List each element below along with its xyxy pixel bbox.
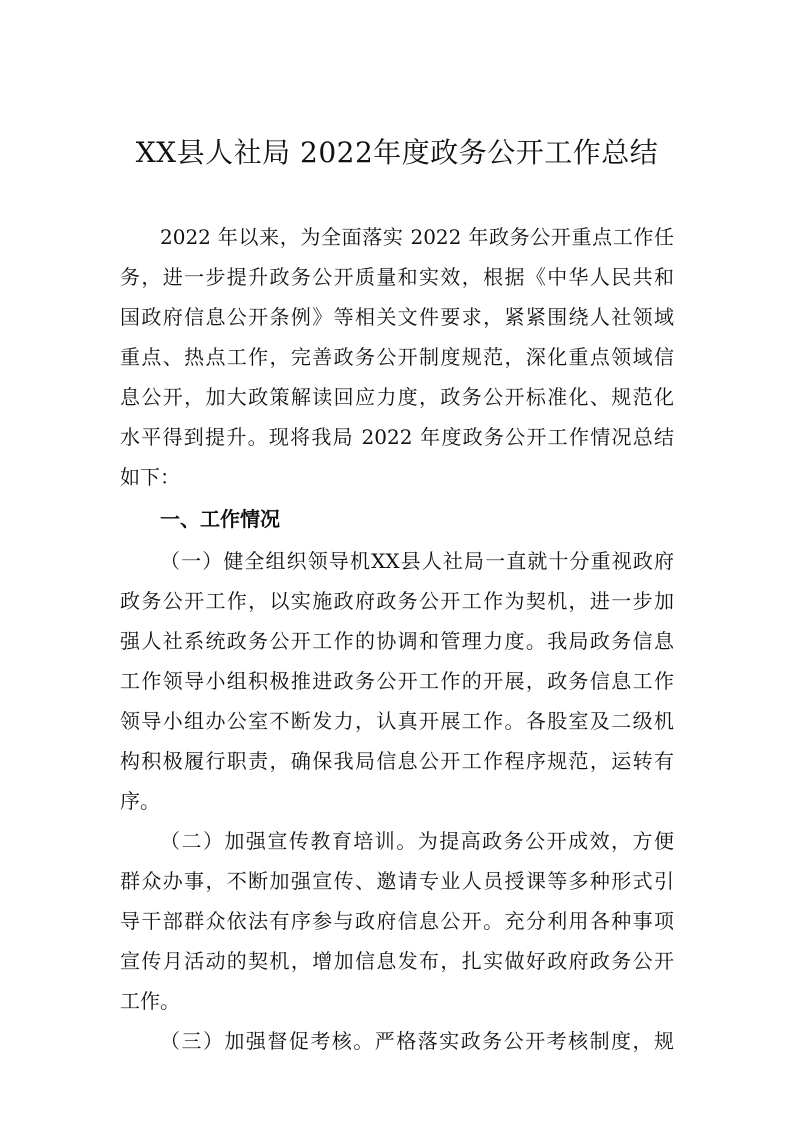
- item-line: 构积极履行职责，确保我局信息公开工作程序规范，运转有: [120, 749, 674, 773]
- item-line: 工作领导小组积极推进政务公开工作的开展，政务信息工作: [120, 669, 674, 693]
- section-heading: 一、工作情况: [160, 507, 280, 531]
- intro-line: 国政府信息公开条例》等相关文件要求，紧紧围绕人社领域: [120, 305, 674, 329]
- item-line: 群众办事，不断加强宣传、邀请专业人员授课等多种形式引: [120, 869, 674, 893]
- item-line: （二）加强宣传教育培训。为提高政务公开成效，方便: [160, 829, 674, 853]
- intro-line: 如下：: [120, 465, 180, 489]
- document-title: XX县人社局 2022年度政务公开工作总结: [135, 136, 659, 169]
- item-line: （三）加强督促考核。严格落实政务公开考核制度，规: [160, 1029, 674, 1053]
- item-line: 导干部群众依法有序参与政府信息公开。充分利用各种事项: [120, 909, 674, 933]
- item-line: 工作。: [120, 989, 180, 1013]
- item-line: 领导小组办公室不断发力，认真开展工作。各股室及二级机: [120, 709, 674, 733]
- intro-line: 务，进一步提升政务公开质量和实效，根据《中华人民共和: [120, 265, 674, 289]
- item-line: 强人社系统政务公开工作的协调和管理力度。我局政务信息: [120, 629, 674, 653]
- intro-line: 息公开，加大政策解读回应力度，政务公开标准化、规范化: [120, 385, 674, 409]
- intro-line: 重点、热点工作，完善政务公开制度规范，深化重点领域信: [120, 345, 674, 369]
- item-line: 序。: [120, 789, 160, 813]
- item-line: 宣传月活动的契机，增加信息发布，扎实做好政府政务公开: [120, 949, 674, 973]
- item-line: 政务公开工作，以实施政府政务公开工作为契机，进一步加: [120, 589, 674, 613]
- intro-line: 水平得到提升。现将我局 2022 年度政务公开工作情况总结: [120, 425, 674, 449]
- intro-line: 2022 年以来，为全面落实 2022 年政务公开重点工作任: [160, 225, 674, 249]
- item-line: （一）健全组织领导机XX县人社局一直就十分重视政府: [160, 549, 674, 573]
